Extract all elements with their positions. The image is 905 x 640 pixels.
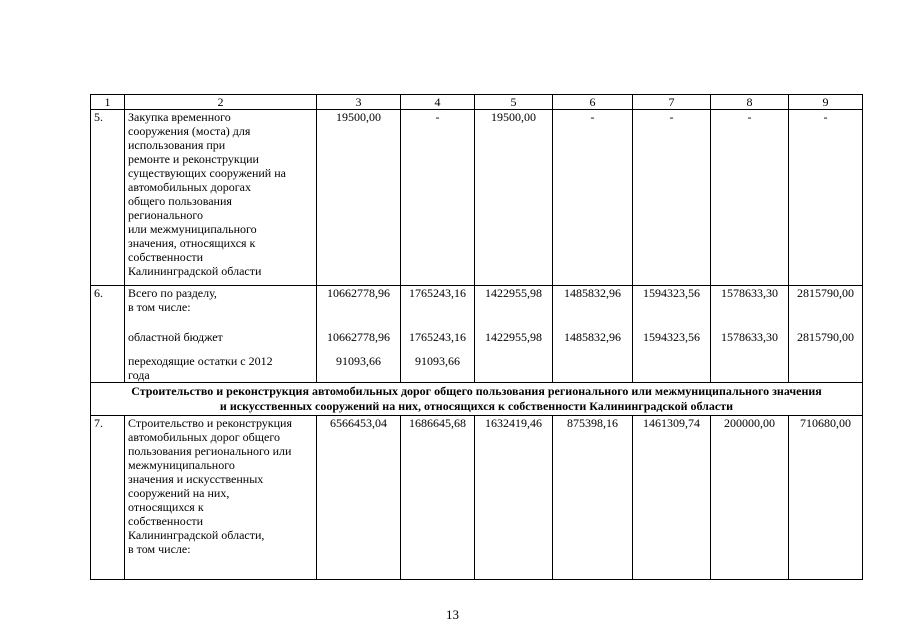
value-cell	[553, 286, 633, 383]
budget-value: 10662778,96	[327, 330, 390, 344]
remainder-value: 91093,66	[336, 354, 381, 368]
budget-value: 1422955,98	[485, 330, 542, 344]
value-cell: -	[553, 110, 633, 286]
table-row-5	[91, 110, 863, 286]
table-row-7	[91, 416, 863, 580]
table-row-6	[91, 286, 863, 383]
value-cell: 875398,16	[553, 416, 633, 580]
value-cell	[475, 286, 553, 383]
value-cell	[317, 286, 401, 383]
value-cell: 6566453,04	[317, 416, 401, 580]
total-value: 10662778,96	[327, 286, 390, 300]
value-cell: 710680,00	[789, 416, 863, 580]
value-cell: -	[789, 110, 863, 286]
value-cell: 200000,00	[711, 416, 789, 580]
total-value: 1422955,98	[485, 286, 542, 300]
budget-value: 1578633,30	[721, 330, 778, 344]
remainder-label: переходящие остатки с 2012 года	[128, 354, 273, 382]
header-cell: 9	[789, 95, 863, 110]
value-cell: 19500,00	[475, 110, 553, 286]
header-cell: 3	[317, 95, 401, 110]
total-value: 1594323,56	[643, 286, 700, 300]
value-cell	[789, 286, 863, 383]
value-cell	[401, 286, 475, 383]
total-value: 1485832,96	[564, 286, 621, 300]
section-header-row	[91, 383, 863, 416]
remainder-value: 91093,66	[415, 354, 460, 368]
budget-table	[90, 94, 863, 580]
page-number: 13	[446, 607, 459, 622]
value-cell: 1461309,74	[633, 416, 711, 580]
row-description: Строительство и реконструкция автомобильных дорог общего пользования регионального или межмуниципального значения и искусственных сооружений на них, относящихся к собственности Калининградской области, в том числе:	[125, 416, 317, 580]
header-cell: 1	[91, 95, 125, 110]
total-value: 2815790,00	[797, 286, 854, 300]
value-cell: -	[401, 110, 475, 286]
total-value: 1578633,30	[721, 286, 778, 300]
budget-value: 1594323,56	[643, 330, 700, 344]
budget-value: 1765243,16	[409, 330, 466, 344]
value-cell: 19500,00	[317, 110, 401, 286]
header-row	[91, 95, 863, 110]
value-cell	[633, 286, 711, 383]
value-cell: -	[711, 110, 789, 286]
value-cell	[711, 286, 789, 383]
header-cell: 4	[401, 95, 475, 110]
row-number: 7.	[91, 416, 125, 580]
row-description: Закупка временного сооружения (моста) для использования при ремонте и реконструкции существующих сооружений на автомобильных дорогах общего пользования регионального или межмуниципального значения, относящихся к собственности Калининградской области	[125, 110, 317, 286]
header-cell: 7	[633, 95, 711, 110]
value-cell: 1632419,46	[475, 416, 553, 580]
row-number: 6.	[91, 286, 125, 383]
value-cell: -	[633, 110, 711, 286]
total-label: Всего по разделу, в том числе:	[128, 286, 217, 314]
budget-label: областной бюджет	[128, 330, 223, 344]
row-number: 5.	[91, 110, 125, 286]
header-cell: 8	[711, 95, 789, 110]
row-description	[125, 286, 317, 383]
value-cell: 1686645,68	[401, 416, 475, 580]
header-cell: 5	[475, 95, 553, 110]
header-cell: 6	[553, 95, 633, 110]
section-title: Строительство и реконструкция автомобильных дорог общего пользования регионального или межмуниципального значения и искусственных сооружений на них, относящихся к собственности Калининградской области	[91, 383, 863, 416]
budget-value: 1485832,96	[564, 330, 621, 344]
header-cell: 2	[125, 95, 317, 110]
total-value: 1765243,16	[409, 286, 466, 300]
budget-value: 2815790,00	[797, 330, 854, 344]
